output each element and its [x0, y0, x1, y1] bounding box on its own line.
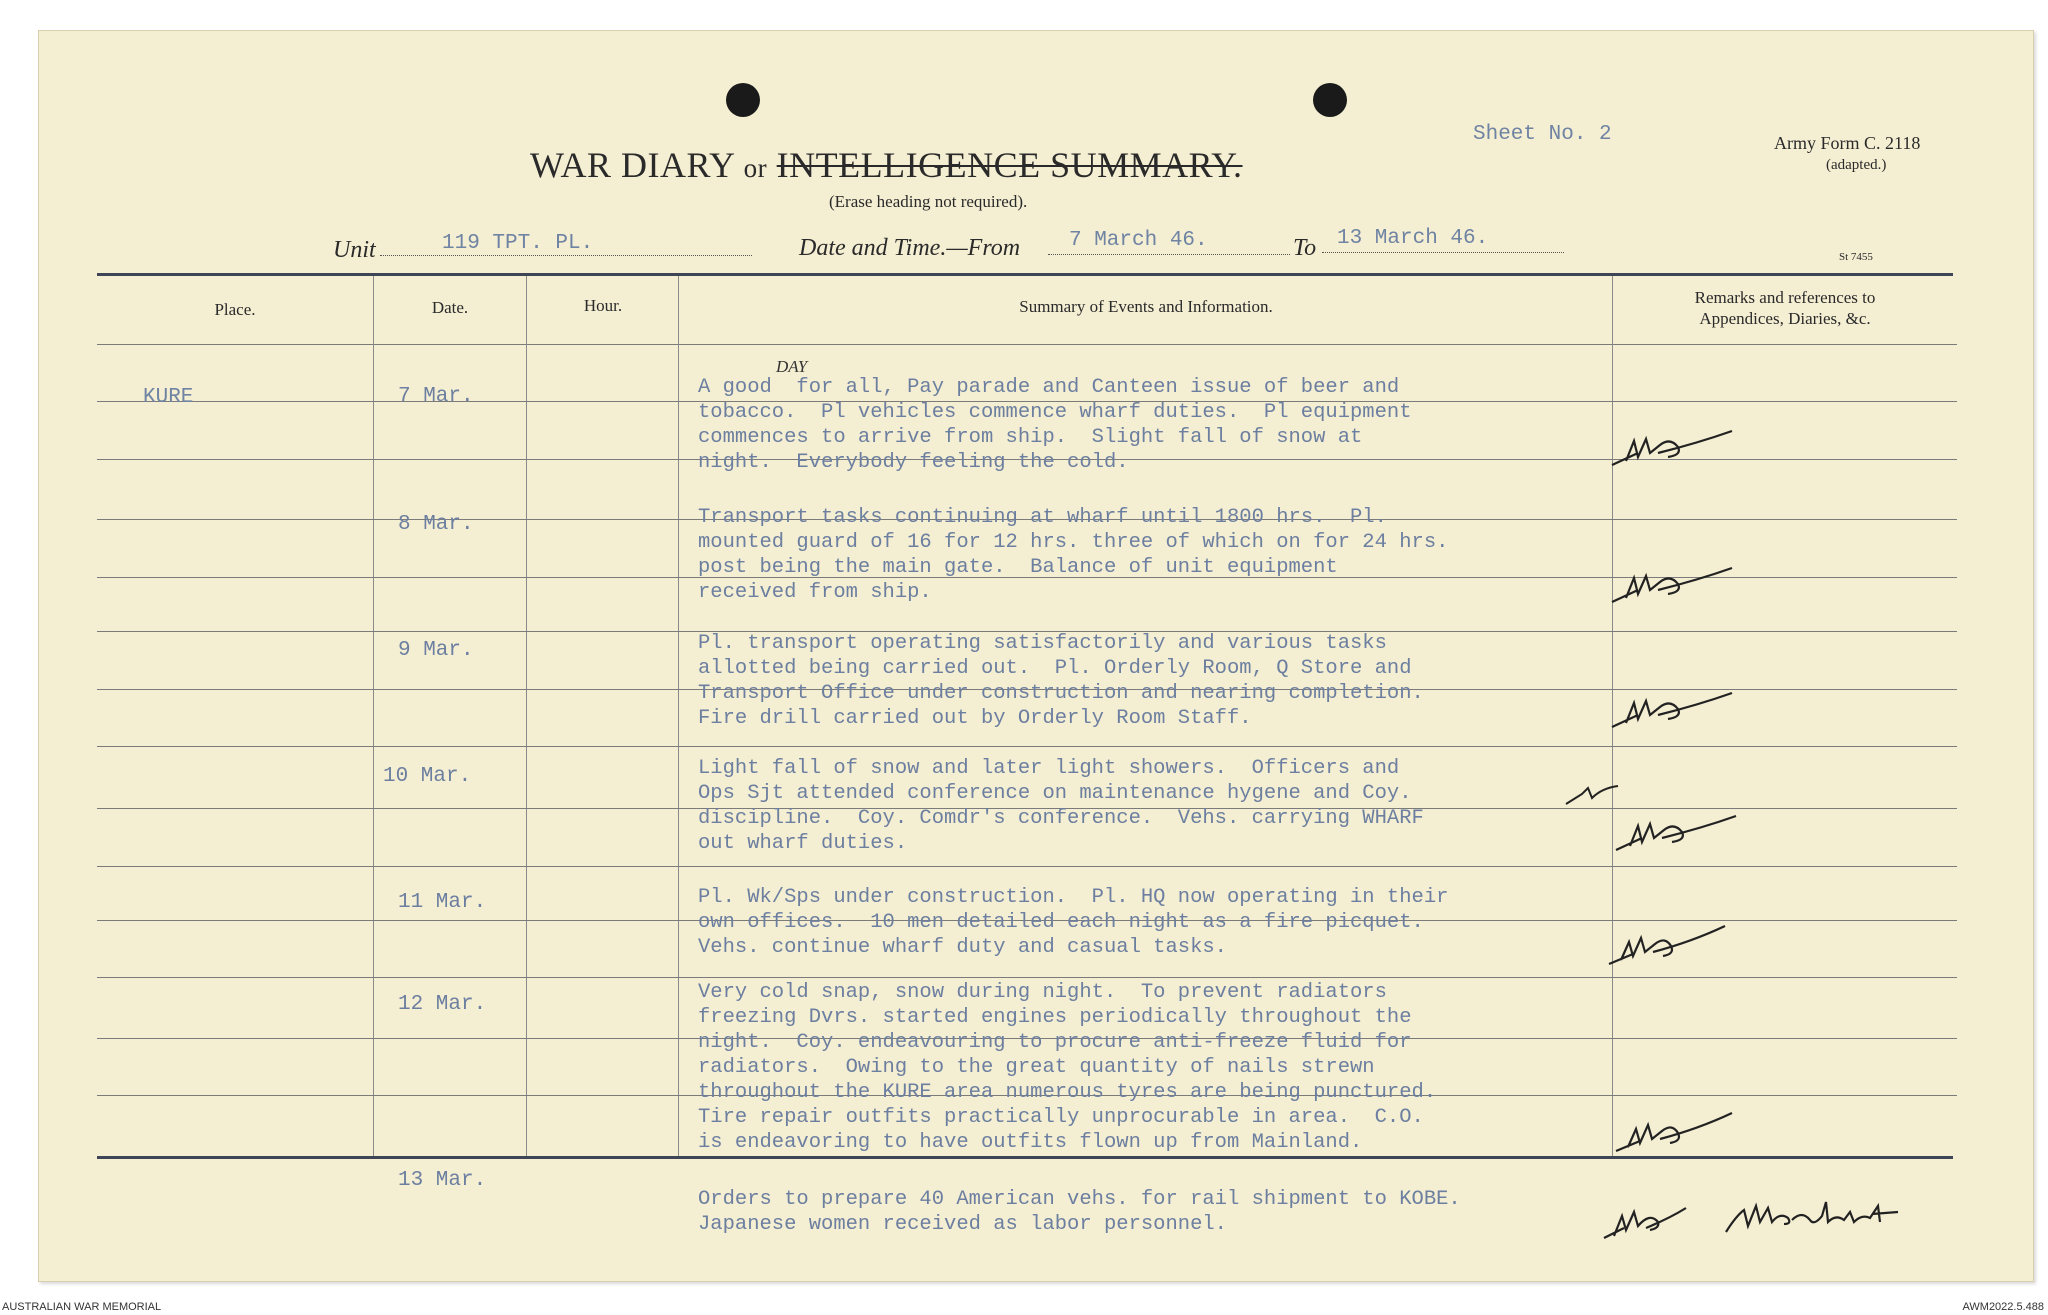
entry-text: Pl. Wk/Sps under construction. Pl. HQ now operating in their own offices. 10 men detailed each night as a fire picquet. Vehs. continue wharf duty and casual tasks.: [698, 886, 1449, 959]
entry-text: A good for all, Pay parade and Canteen issue of beer and tobacco. Pl vehicles commence wharf duties. Pl equipment commences to arrive from ship. Slight fall of snow at night. Everybody feeling the cold.: [698, 376, 1412, 474]
form-subtitle: (Erase heading not required).: [829, 192, 1028, 211]
entry-text: Pl. transport operating satisfactorily and various tasks allotted being carried out. Pl. Orderly Room, Q Store and Transport Office under construction and nearing completion. Fire drill carried out by Orderly Room Staff.: [698, 632, 1424, 730]
date-time-label: Date and Time.—From: [799, 235, 1021, 261]
handwritten-insert-day: DAY: [776, 357, 808, 376]
col-header-summary: Summary of Events and Information.: [1019, 297, 1273, 316]
ruled-line: [97, 866, 1957, 867]
footer-accession-number: AWM2022.5.488: [1962, 1301, 2044, 1313]
signature-initials: [1562, 782, 1622, 808]
table-top-rule: [97, 273, 1953, 276]
unit-label: Unit: [333, 237, 376, 263]
col-divider-date: [526, 276, 527, 1156]
signature-initials: [1612, 1107, 1737, 1157]
entry-text: Very cold snap, snow during night. To prevent radiators freezing Dvrs. started engines periodically throughout the night. Coy. endeavouring to procure anti-freeze fluid for radiators. Owing to the great quantity of nails strewn throughout the KURE area numerous tyres are being punctured. Tire repair outfits practically unprocurable in area. C.O. is endeavoring to have outfits flown up from Mainland.: [698, 981, 1437, 1154]
punch-hole-left: [726, 83, 760, 117]
entry-text: Light fall of snow and later light showers. Officers and Ops Sjt attended conference on maintenance hygene and Coy. discipline. Coy. Comdr's conference. Vehs. carrying WHARF out wharf duties.: [698, 757, 1424, 855]
col-header-hour: Hour.: [583, 296, 623, 315]
entry-date: 9 Mar.: [398, 639, 474, 662]
stock-number: St 7455: [1839, 251, 1873, 263]
army-form-label: Army Form C. 2118: [1774, 133, 1921, 153]
punch-hole-right: [1313, 83, 1347, 117]
unit-value: 119 TPT. PL.: [442, 232, 594, 255]
title-or: or: [743, 153, 768, 183]
to-fill-line: [1322, 251, 1564, 253]
from-fill-line: [1048, 253, 1290, 255]
entry-text: Orders to prepare 40 American vehs. for rail shipment to KOBE. Japanese women received as labor personnel.: [698, 1188, 1461, 1236]
signature-initials: [1608, 560, 1738, 610]
title-intelligence-summary: INTELLIGENCE SUMMARY.: [776, 145, 1243, 185]
entry-date: 12 Mar.: [398, 993, 487, 1016]
col-header-date: Date.: [431, 298, 469, 317]
from-value: 7 March 46.: [1069, 229, 1208, 252]
col-divider-place: [373, 276, 374, 1156]
ruled-line: [97, 746, 1957, 747]
signature-commanding-officer: [1722, 1192, 1912, 1240]
signature-initials: [1605, 920, 1730, 970]
entry-date: 7 Mar.: [398, 385, 474, 408]
entry-date: 8 Mar.: [398, 513, 474, 536]
entry-date: 11 Mar.: [398, 891, 487, 914]
footer-archive-name: AUSTRALIAN WAR MEMORIAL: [2, 1301, 162, 1313]
signature-initials: [1608, 423, 1738, 473]
sheet-number: Sheet No. 2: [1473, 123, 1612, 146]
header-rule: [97, 344, 1957, 345]
col-header-remarks: Remarks and references to Appendices, Diaries, &c.: [1694, 288, 1876, 328]
to-label: To: [1293, 235, 1317, 261]
signature-initials: [1612, 808, 1742, 858]
signature-initials: [1600, 1198, 1690, 1246]
entry-date: 10 Mar.: [383, 765, 472, 788]
title-war-diary: WAR DIARY: [530, 145, 735, 185]
adapted-label: (adapted.): [1826, 157, 1887, 173]
form-title: [530, 144, 1243, 186]
col-divider-hour: [678, 276, 679, 1156]
signature-initials: [1608, 685, 1738, 735]
ruled-line: [97, 977, 1957, 978]
entry-text: Transport tasks continuing at wharf until 1800 hrs. Pl. mounted guard of 16 for 12 hrs. three of which on for 24 hrs. post being the main gate. Balance of unit equipment received from ship.: [698, 506, 1449, 604]
to-value: 13 March 46.: [1337, 227, 1489, 250]
col-header-place: Place.: [214, 300, 256, 319]
place-kure: KURE: [143, 386, 194, 409]
entry-date: 13 Mar.: [398, 1169, 487, 1192]
